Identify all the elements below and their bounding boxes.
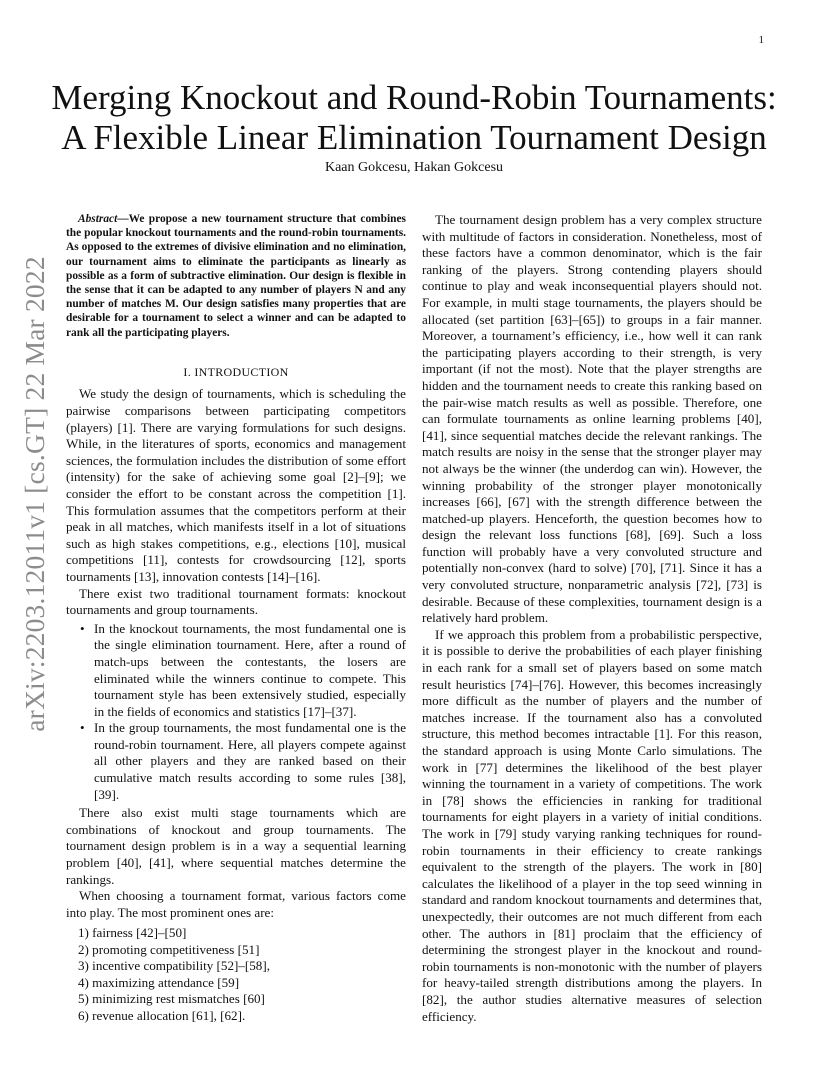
list-item [80, 620, 406, 721]
title-line-2: A Flexible Linear Elimination Tournament Design [61, 118, 767, 157]
body-paragraph-1: The tournament design problem has a very complex structure with multitude of factors in consideration. Nonetheless, most of these factors have a common denominator, which is the fair ranking of the players. Strong contending players should continue to play and weak inconsequential players should not. For example, in multi stage tournaments, the players should be allocated (set partition [63]–[65]) to groups in a fair manner. Moreover, a tournament’s efficiency, i.e., how well it can rank the participating players according to their strength, is very important (if not the most). Note that the player strengths are hidden and the tournament needs to create this ranking based on the pair-wise match results as well as possible. Therefore, one can formulate tournaments as online learning problems [40], [41], since sequential matches decide the relevant rankings. The match results are noisy in the sense that the stronger player may not always be the winner (the underdog can win). However, the winning probability of the stronger player monotonically increases [66], [67] with the strength difference between the matched-up players. Henceforth, the question becomes how to design the relevant loss functions [68], [69]. Such a loss function will probably have a very convoluted structure and potentially non-convex (hard to solve) [70], [71]. Since it has a very convoluted structure, nonparametric analysis [72], [73] is desirable. Because of these complexities, tournament design is a relatively hard problem. [422, 212, 762, 626]
intro-paragraph-3: There also exist multi stage tournaments which are combinations of knockout and group tournaments. The tournament design problem is in a way a sequential learning problem [40], [41], where sequential matches determine the rankings. [66, 805, 406, 887]
factor-list [66, 925, 406, 1024]
left-column [66, 212, 406, 1024]
bullet-icon: • [80, 720, 85, 736]
list-item: 4) maximizing attendance [59] [78, 974, 240, 990]
list-item: 1) fairness [42]–[50] [78, 925, 187, 941]
page-number: 1 [758, 34, 764, 46]
title-line-1: Merging Knockout and Round-Robin Tournaments: [51, 78, 777, 117]
list-item: 5) minimizing rest mismatches [60] [78, 991, 265, 1007]
arxiv-stamp [10, 256, 60, 732]
abstract-text: —We propose a new tournament structure that combines the popular knockout tournaments and the round-robin tournaments. As opposed to the extremes of divisive elimination and no elimination, our tournament aims to eliminate the participants as linearly as possible as a form of subtractive elimination. Our design is flexible in the sense that it can be adapted to any number of players N and any number of matches M. Our design satisfies many properties that are desirable for a tournament to select a winner and can be adapted to rank all the participating players. [66, 213, 406, 339]
authors: Kaan Gokcesu, Hakan Gokcesu [324, 160, 504, 175]
abstract-label: Abstract [78, 213, 118, 225]
intro-paragraph-1: We study the design of tournaments, which is scheduling the pairwise comparisons between participating competitors (players) [1]. There are varying formulations for such designs. While, in the literatures of sports, economics and management sciences, the formulation includes the distribution of some effort (intensity) for the sake of achieving some goal [2]–[9]; we consider the effort to be constant across the competition [1]. This formulation assumes that the competitors perform at their peak in all matches, which manifests itself in a lot of situations such as high stakes competitions, e.g., elections [10], musical competitions [11], contests for crowdsourcing [12], sports tournaments [13], innovation contests [14]–[16]. [66, 386, 406, 584]
intro-paragraph-2: There exist two traditional tournament formats: knockout tournaments and group tournaments. [66, 585, 406, 618]
bullet-icon: • [80, 620, 85, 636]
bullet-text: In the knockout tournaments, the most fundamental one is the single elimination tournament. Here, after a round of match-ups between the contestants, the losers are eliminated while the winners continue to compete. This tournament style has been extensively studied, especially in the fields of economics and statistics [17]–[37]. [94, 620, 406, 719]
intro-paragraph-4: When choosing a tournament format, various factors come into play. The most prominent ones are: [66, 888, 406, 920]
body-paragraph-2: If we approach this problem from a probabilistic perspective, it is possible to derive the probabilities of each player finishing in each rank for a small set of players based on some match result heuristics [74]–[76]. However, this becomes increasingly more difficult as the number of players and the number of matches increase. If the tournament also has a convoluted structure, this method becomes intractable [1]. For this reason, the standard approach is using Monte Carlo simulations. The work in [77] determines the likelihood of the best player winning the tournament in a variety of competitions. The work in [78] shows the efficiencies in ranking for traditional tournaments for eight players in a variety of initial conditions. The work in [79] study varying ranking techniques for round-robin tournaments in their efficiency to create rankings equivalent to the strength of the players. The work in [80] calculates the likelihood of a player in the top seed winning in standard and random knockout tournaments and determines that, unexpectedly, their outcomes are not much different from each other. The authors in [81] proclaim that the efficiency of determining the strongest player in the knockout and round-robin tournaments is non-monotonic with the number of players for heavy-tailed strength distributions among the players. In [82], the author studies alternative measures of selection efficiency. [422, 626, 762, 1024]
list-item: 3) incentive compatibility [52]–[58], [78, 958, 270, 974]
arxiv-stamp-text: arXiv:2203.12011v1 [cs.GT] 22 Mar 2022 [19, 256, 50, 732]
tournament-format-list [66, 621, 406, 804]
list-item: 6) revenue allocation [61], [62]. [78, 1007, 246, 1023]
abstract [66, 212, 406, 340]
list-item [80, 720, 406, 803]
list-item: 2) promoting competitiveness [51] [78, 941, 260, 957]
right-column [422, 212, 762, 1025]
bullet-text: In the group tournaments, the most fundamental one is the round-robin tournament. Here, all players compete against all other players and they are ranked based on their cumulative match results according to some rules [38], [39]. [94, 720, 406, 802]
paper-title [0, 78, 828, 158]
section-heading-introduction: I. INTRODUCTION [183, 364, 289, 379]
